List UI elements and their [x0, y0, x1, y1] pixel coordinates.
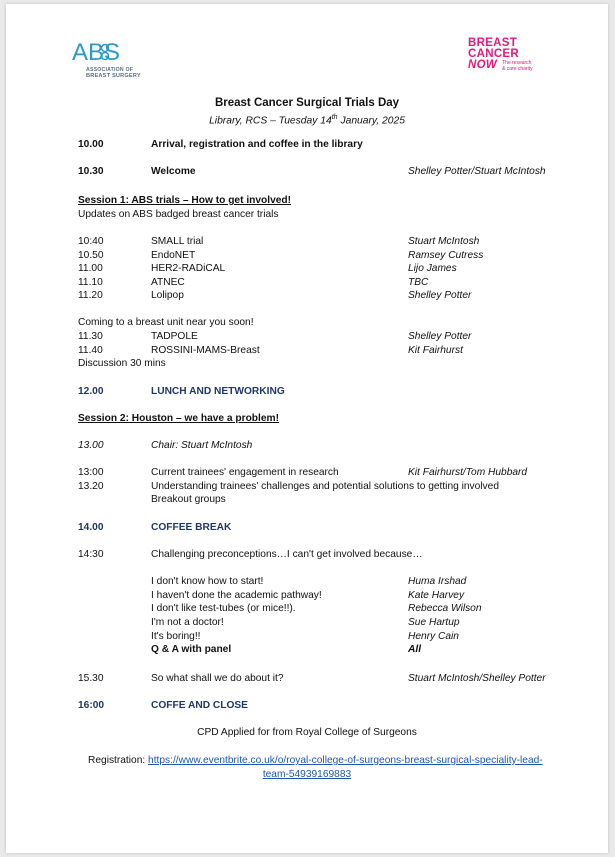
- event-location-date: [6, 114, 608, 126]
- session2-speaker: Kit Fairhurst/Tom Hubbard: [408, 467, 528, 478]
- session1-intro: Updates on ABS badged breast cancer trials: [78, 209, 279, 220]
- trial-time: 10.50: [78, 250, 104, 261]
- closing-speaker: Stuart McIntosh/Shelley Potter: [408, 673, 546, 684]
- session2-chair: Chair: Stuart McIntosh: [151, 440, 253, 451]
- abs-logo-line2: BREAST SURGERY: [86, 73, 141, 79]
- session2-time: 13:00: [78, 467, 104, 478]
- trial-name: ROSSINI-MAMS-Breast: [151, 345, 260, 356]
- breast-cancer-now-logo: [468, 38, 578, 82]
- challenge-time: 14:30: [78, 549, 104, 560]
- registration-link[interactable]: https://www.eventbrite.co.uk/o/royal-college-of-surgeons-breast-surgical-speciality-lead-: [148, 755, 543, 766]
- lunch-label: LUNCH AND NETWORKING: [151, 386, 285, 397]
- trial-time: 11.00: [78, 263, 103, 274]
- talk-label: I haven't done the academic pathway!: [151, 590, 322, 601]
- talk-label: I don't like test-tubes (or mice!!).: [151, 603, 296, 614]
- agenda-page: [6, 4, 608, 853]
- abs-logo: [72, 36, 152, 86]
- session2-time: 13.20: [78, 481, 104, 492]
- discussion-note: Discussion 30 mins: [78, 358, 166, 369]
- challenge-label: Challenging preconceptions…I can't get involved because…: [151, 549, 423, 560]
- trial-speaker: Ramsey Cutress: [408, 250, 484, 261]
- trial-speaker: TBC: [408, 277, 429, 288]
- trial-time: 11.30: [78, 331, 103, 342]
- session1-title: Session 1: ABS trials – How to get involved!: [78, 195, 292, 206]
- coffee-label: COFFEE BREAK: [151, 522, 232, 533]
- coming-soon-heading: Coming to a breast unit near you soon!: [78, 317, 254, 328]
- bcn-logo-tag2: & care charity: [502, 66, 533, 72]
- registration-link[interactable]: team-54939169883: [262, 769, 352, 780]
- subtitle-sup: th: [331, 114, 338, 121]
- trial-name: ATNEC: [151, 277, 185, 288]
- bcn-logo-line2: CANCER: [468, 48, 519, 60]
- bcn-logo-tag1: The research: [502, 60, 532, 66]
- lunch-time: 12.00: [78, 386, 104, 397]
- abs-logo-line1: ASSOCIATION OF: [86, 67, 134, 73]
- abs-logo-mark: [72, 36, 152, 68]
- session2-label-line2: Breakout groups: [151, 494, 226, 505]
- closing-label: So what shall we do about it?: [151, 673, 284, 684]
- talk-speaker: Henry Cain: [408, 631, 459, 642]
- qa-speaker: All: [408, 644, 422, 655]
- talk-speaker: Rebecca Wilson: [408, 603, 482, 614]
- registration-line: [88, 755, 543, 766]
- coffee-time: 14.00: [78, 522, 104, 533]
- trial-name: HER2-RADiCAL: [151, 263, 226, 274]
- close-label: COFFE AND CLOSE: [151, 700, 248, 711]
- session2-label: Current trainees' engagement in research: [151, 467, 339, 478]
- bcn-logo-line3: NOW: [468, 59, 498, 71]
- trial-time: 10:40: [78, 236, 104, 247]
- bcn-logo-line1: BREAST: [468, 37, 518, 49]
- trial-speaker: Kit Fairhurst: [408, 345, 463, 356]
- trial-name: Lolipop: [151, 290, 184, 301]
- welcome-speaker: Shelley Potter/Stuart McIntosh: [408, 166, 546, 177]
- trial-speaker: Stuart McIntosh: [408, 236, 480, 247]
- registration-label: Registration:: [88, 755, 149, 766]
- talk-speaker: Huma Irshad: [408, 576, 467, 587]
- page-title: Breast Cancer Surgical Trials Day: [214, 97, 400, 109]
- subtitle-post: January, 2025: [337, 115, 405, 127]
- trial-name: SMALL trial: [151, 236, 204, 247]
- trial-time: 11.40: [78, 345, 103, 356]
- trial-speaker: Shelley Potter: [408, 290, 472, 301]
- welcome-time: 10.30: [78, 166, 104, 177]
- session2-title: Session 2: Houston – we have a problem!: [78, 413, 279, 424]
- trial-time: 11.10: [78, 277, 103, 288]
- trial-speaker: Lijo James: [408, 263, 457, 274]
- trial-speaker: Shelley Potter: [408, 331, 472, 342]
- chair-time: 13.00: [78, 440, 104, 451]
- arrival-label: Arrival, registration and coffee in the library: [151, 139, 363, 150]
- talk-label: I'm not a doctor!: [151, 617, 224, 628]
- talk-speaker: Kate Harvey: [408, 590, 465, 601]
- talk-label: It's boring!!: [151, 631, 201, 642]
- talk-label: I don't know how to start!: [151, 576, 264, 587]
- closing-time: 15.30: [78, 673, 104, 684]
- cpd-note: CPD Applied for from Royal College of Surgeons: [197, 727, 417, 738]
- trial-name: EndoNET: [151, 250, 196, 261]
- qa-label: Q & A with panel: [151, 644, 232, 655]
- trial-name: TADPOLE: [151, 331, 198, 342]
- registration-link-line2: [6, 769, 608, 780]
- welcome-label: Welcome: [151, 166, 196, 177]
- session2-label: Understanding trainees' challenges and potential solutions to getting involved: [151, 481, 499, 492]
- arrival-time: 10.00: [78, 139, 104, 150]
- subtitle-pre: Library, RCS – Tuesday 14: [209, 115, 332, 127]
- talk-speaker: Sue Hartup: [408, 617, 460, 628]
- close-time: 16:00: [78, 700, 105, 711]
- trial-time: 11.20: [78, 290, 103, 301]
- abs-logo-letters: ABS: [72, 39, 121, 66]
